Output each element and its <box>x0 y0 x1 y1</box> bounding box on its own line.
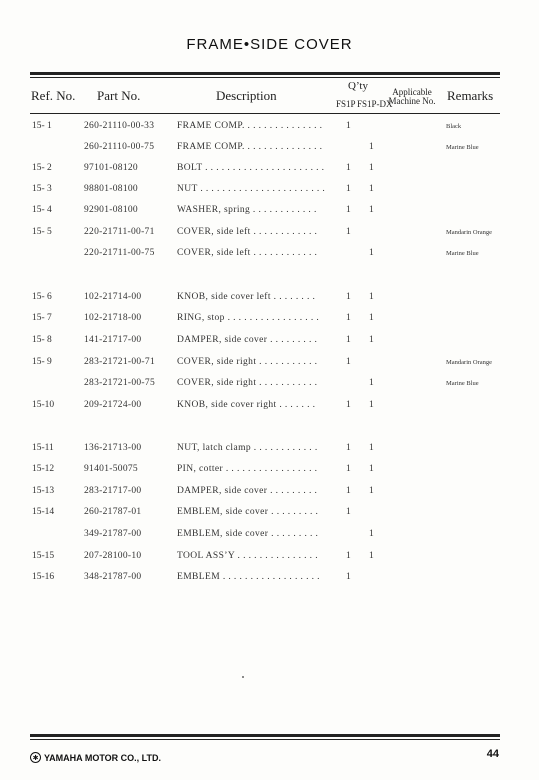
ref-no-cell: 15- 9 <box>32 357 52 367</box>
part-no-cell: 141-21717-00 <box>84 335 142 345</box>
description-cell: BOLT . . . . . . . . . . . . . . . . . . . . . . <box>177 163 325 173</box>
qty-fs1p-cell: 1 <box>346 163 351 173</box>
ref-no-cell: 15-16 <box>32 572 55 582</box>
ref-no-cell: 15- 1 <box>32 121 52 131</box>
ref-no-cell: 15-13 <box>32 486 55 496</box>
part-no-cell: 92901-08100 <box>84 205 138 215</box>
table-row <box>0 572 539 592</box>
part-no-cell: 102-21718-00 <box>84 313 142 323</box>
table-row <box>0 378 539 398</box>
header-qty-fs1p-dx: FS1P-DX <box>357 99 393 109</box>
remarks-cell: Mandarin Orange <box>446 359 493 366</box>
remarks-cell: Marine Blue <box>446 250 479 257</box>
page-title: FRAME•SIDE COVER <box>186 36 353 53</box>
yamaha-logo-icon: ✱ <box>30 752 41 763</box>
qty-fs1p-dx-cell: 1 <box>369 184 374 194</box>
table-row <box>0 205 539 225</box>
ref-no-cell: 15-11 <box>32 443 54 453</box>
table-row <box>0 335 539 355</box>
qty-fs1p-cell: 1 <box>346 335 351 345</box>
ref-no-cell: 15- 5 <box>32 227 52 237</box>
description-cell: EMBLEM . . . . . . . . . . . . . . . . . . <box>177 572 320 582</box>
qty-fs1p-dx-cell: 1 <box>369 378 374 388</box>
table-row <box>0 227 539 247</box>
remarks-cell: Mandarin Orange <box>446 229 493 236</box>
footer-rule <box>30 734 500 737</box>
header-applicable: Applicable <box>392 87 432 97</box>
qty-fs1p-dx-cell: 1 <box>369 313 374 323</box>
qty-fs1p-cell: 1 <box>346 227 351 237</box>
remarks-cell: Black <box>446 123 462 130</box>
table-row <box>0 121 539 141</box>
part-no-cell: 97101-08120 <box>84 163 138 173</box>
description-cell: DAMPER, side cover . . . . . . . . . <box>177 486 318 496</box>
description-cell: PIN, cotter . . . . . . . . . . . . . . . . . <box>177 464 318 474</box>
qty-fs1p-dx-cell: 1 <box>369 142 374 152</box>
qty-fs1p-dx-cell: 1 <box>369 248 374 258</box>
table-row <box>0 443 539 463</box>
table-row <box>0 507 539 527</box>
part-no-cell: 260-21787-01 <box>84 507 142 517</box>
qty-fs1p-dx-cell: 1 <box>369 335 374 345</box>
remarks-cell: Marine Blue <box>446 144 479 151</box>
header-description: Description <box>216 88 277 103</box>
header-part-no: Part No. <box>97 88 141 103</box>
part-no-cell: 91401-50075 <box>84 464 138 474</box>
qty-fs1p-cell: 1 <box>346 551 351 561</box>
part-no-cell: 207-28100-10 <box>84 551 142 561</box>
qty-fs1p-dx-cell: 1 <box>369 400 374 410</box>
description-cell: FRAME COMP. . . . . . . . . . . . . . . <box>177 142 323 152</box>
header-machine-no: Machine No. <box>388 96 436 106</box>
header-remarks: Remarks <box>447 88 494 103</box>
table-row <box>0 400 539 420</box>
qty-fs1p-dx-cell: 1 <box>369 529 374 539</box>
header-top-rule <box>30 72 500 75</box>
part-no-cell: 102-21714-00 <box>84 292 142 302</box>
ref-no-cell: 15-14 <box>32 507 55 517</box>
description-cell: COVER, side left . . . . . . . . . . . . <box>177 248 318 258</box>
part-no-cell: 348-21787-00 <box>84 572 142 582</box>
part-no-cell: 260-21110-00-33 <box>84 121 155 131</box>
part-no-cell: 283-21717-00 <box>84 486 142 496</box>
qty-fs1p-cell: 1 <box>346 486 351 496</box>
qty-fs1p-dx-cell: 1 <box>369 205 374 215</box>
header-ref-no: Ref. No. <box>31 88 76 103</box>
qty-fs1p-dx-cell: 1 <box>369 551 374 561</box>
table-row <box>0 486 539 506</box>
description-cell: COVER, side right . . . . . . . . . . . <box>177 357 318 367</box>
qty-fs1p-cell: 1 <box>346 572 351 582</box>
table-row <box>0 163 539 183</box>
qty-fs1p-cell: 1 <box>346 443 351 453</box>
header-qty: Q’ty <box>348 80 368 92</box>
table-row <box>0 464 539 484</box>
qty-fs1p-cell: 1 <box>346 507 351 517</box>
table-row <box>0 551 539 571</box>
part-no-cell: 220-21711-00-75 <box>84 248 155 258</box>
company-footer <box>30 752 161 763</box>
part-no-cell: 283-21721-00-75 <box>84 378 155 388</box>
ref-no-cell: 15- 2 <box>32 163 52 173</box>
ref-no-cell: 15- 7 <box>32 313 52 323</box>
footer-rule-thin <box>30 739 500 740</box>
qty-fs1p-dx-cell: 1 <box>369 292 374 302</box>
qty-fs1p-cell: 1 <box>346 292 351 302</box>
description-cell: NUT . . . . . . . . . . . . . . . . . . . . . . . <box>177 184 326 194</box>
ref-no-cell: 15-12 <box>32 464 55 474</box>
part-no-cell: 349-21787-00 <box>84 529 142 539</box>
description-cell: TOOL ASS’Y . . . . . . . . . . . . . . . <box>177 551 319 561</box>
description-cell: COVER, side left . . . . . . . . . . . . <box>177 227 318 237</box>
header-top-rule-thin <box>30 77 500 78</box>
ref-no-cell: 15- 6 <box>32 292 52 302</box>
table-row <box>0 529 539 549</box>
table-row <box>0 357 539 377</box>
description-cell: COVER, side right . . . . . . . . . . . <box>177 378 318 388</box>
part-no-cell: 260-21110-00-75 <box>84 142 155 152</box>
ref-no-cell: 15- 3 <box>32 184 52 194</box>
ref-no-cell: 15-10 <box>32 400 55 410</box>
description-cell: NUT, latch clamp . . . . . . . . . . . . <box>177 443 318 453</box>
qty-fs1p-cell: 1 <box>346 357 351 367</box>
header-qty-fs1p: FS1P <box>336 99 356 109</box>
qty-fs1p-dx-cell: 1 <box>369 443 374 453</box>
description-cell: EMBLEM, side cover . . . . . . . . . <box>177 529 319 539</box>
qty-fs1p-cell: 1 <box>346 400 351 410</box>
qty-fs1p-cell: 1 <box>346 205 351 215</box>
qty-fs1p-dx-cell: 1 <box>369 464 374 474</box>
qty-fs1p-dx-cell: 1 <box>369 163 374 173</box>
qty-fs1p-cell: 1 <box>346 121 351 131</box>
ref-no-cell: 15- 4 <box>32 205 52 215</box>
table-row <box>0 292 539 312</box>
ref-no-cell: 15-15 <box>32 551 55 561</box>
part-no-cell: 98801-08100 <box>84 184 138 194</box>
description-cell: KNOB, side cover right . . . . . . . <box>177 400 316 410</box>
company-name: YAMAHA MOTOR CO., LTD. <box>44 752 161 763</box>
qty-fs1p-cell: 1 <box>346 464 351 474</box>
part-no-cell: 283-21721-00-71 <box>84 357 155 367</box>
remarks-cell: Marine Blue <box>446 380 479 387</box>
stray-mark <box>242 676 244 678</box>
qty-fs1p-cell: 1 <box>346 184 351 194</box>
description-cell: KNOB, side cover left . . . . . . . . <box>177 292 316 302</box>
table-row <box>0 313 539 333</box>
part-no-cell: 209-21724-00 <box>84 400 142 410</box>
table-row <box>0 184 539 204</box>
description-cell: RING, stop . . . . . . . . . . . . . . . . . <box>177 313 320 323</box>
page-number: 44 <box>486 748 499 760</box>
header-bottom-rule <box>30 113 500 114</box>
part-no-cell: 220-21711-00-71 <box>84 227 155 237</box>
qty-fs1p-cell: 1 <box>346 313 351 323</box>
ref-no-cell: 15- 8 <box>32 335 52 345</box>
qty-fs1p-dx-cell: 1 <box>369 486 374 496</box>
part-no-cell: 136-21713-00 <box>84 443 142 453</box>
table-row <box>0 248 539 268</box>
description-cell: FRAME COMP. . . . . . . . . . . . . . . <box>177 121 323 131</box>
description-cell: EMBLEM, side cover . . . . . . . . . <box>177 507 319 517</box>
table-row <box>0 142 539 162</box>
description-cell: WASHER, spring . . . . . . . . . . . . <box>177 205 317 215</box>
description-cell: DAMPER, side cover . . . . . . . . . <box>177 335 318 345</box>
